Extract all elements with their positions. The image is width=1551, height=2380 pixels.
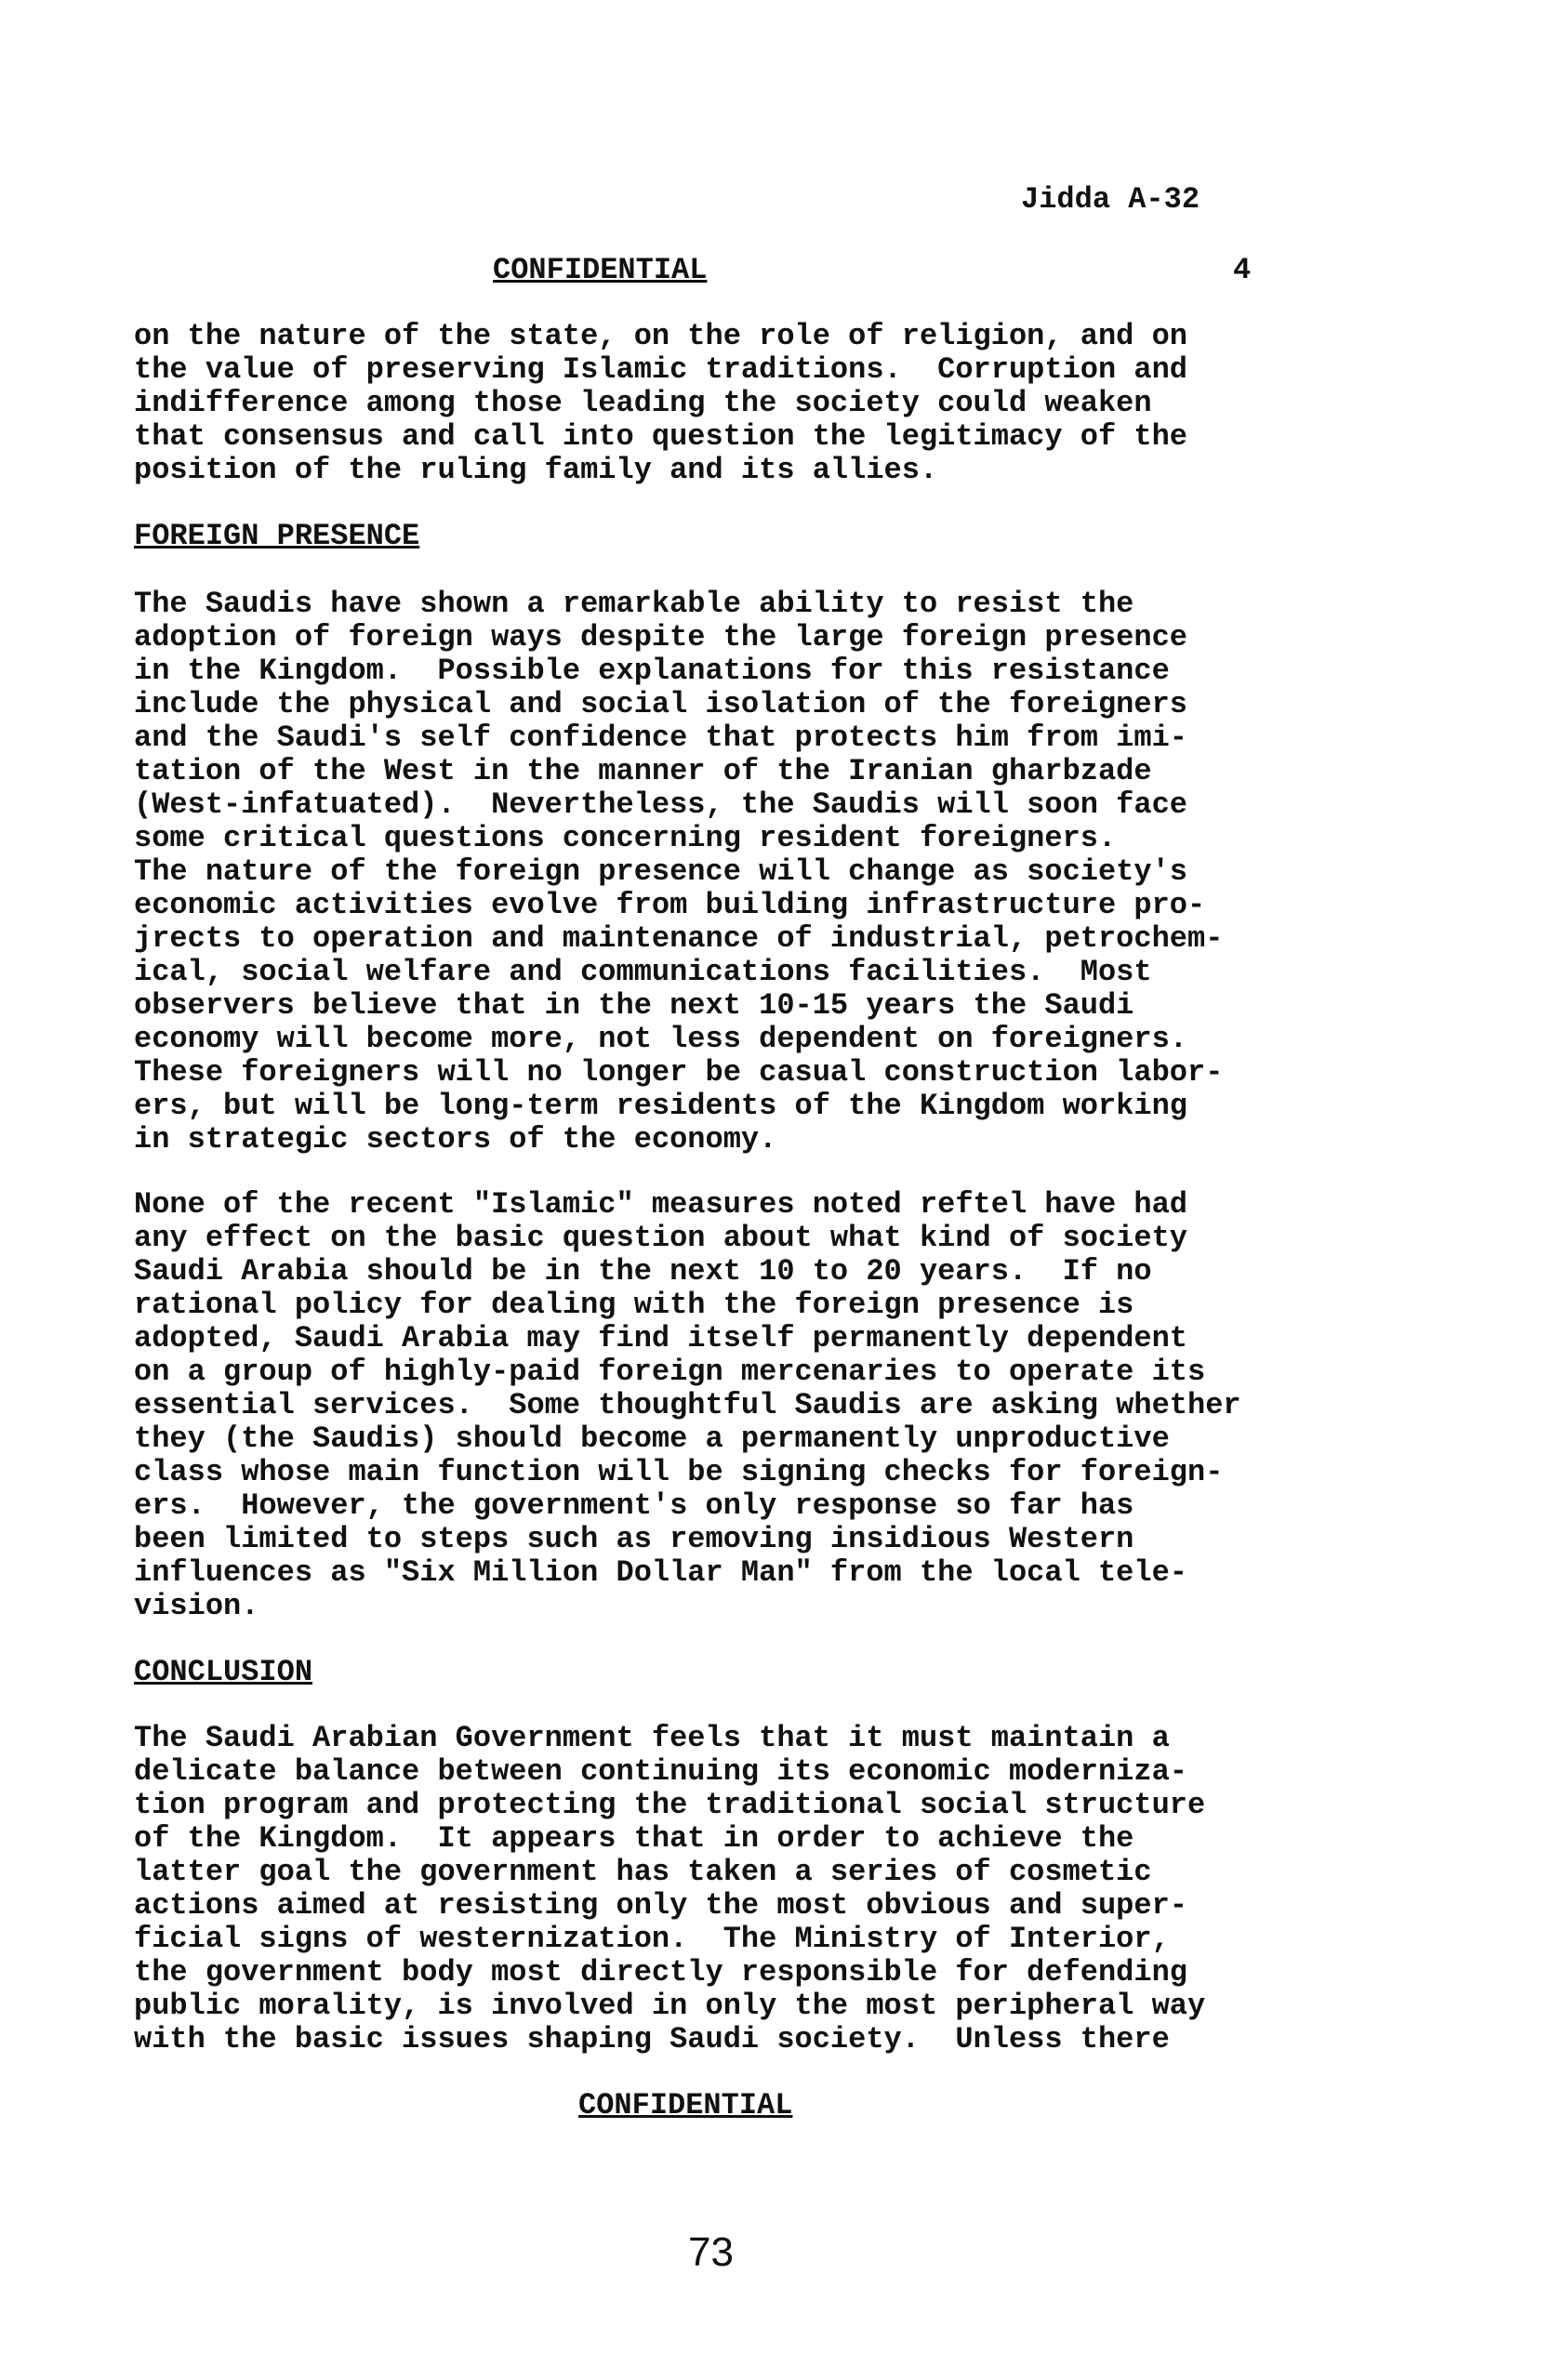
text-line: The Saudis have shown a remarkable ability to resist the [134, 587, 1134, 621]
text-line: rational policy for dealing with the foreign presence is [134, 1288, 1134, 1322]
text-line: tion program and protecting the traditional social structure [134, 1788, 1206, 1822]
text-line: and the Saudi's self confidence that protects him from imi- [134, 721, 1187, 755]
text-line: tation of the West in the manner of the Iranian gharbzade [134, 754, 1152, 788]
text-line: observers believe that in the next 10-15 years the Saudi [134, 988, 1134, 1023]
text-line: ers. However, the government's only response so far has [134, 1488, 1134, 1523]
classification-header: CONFIDENTIAL [493, 253, 708, 287]
text-line: the value of preserving Islamic traditions. Corruption and [134, 352, 1187, 387]
text-line: The nature of the foreign presence will change as society's [134, 854, 1187, 889]
text-line: economic activities evolve from building infrastructure pro- [134, 888, 1206, 922]
text-line: include the physical and social isolation of the foreigners [134, 687, 1187, 721]
text-line: of the Kingdom. It appears that in order to achieve the [134, 1821, 1134, 1856]
text-line: the government body most directly responsible for defending [134, 1955, 1187, 1990]
text-line: position of the ruling family and its allies. [134, 453, 938, 487]
text-line: These foreigners will no longer be casual construction labor- [134, 1055, 1224, 1090]
classification-footer: CONFIDENTIAL [578, 2088, 793, 2122]
text-line: they (the Saudis) should become a permanently unproductive [134, 1421, 1170, 1456]
text-line: latter goal the government has taken a series of cosmetic [134, 1855, 1152, 1889]
footer-page-number: 73 [688, 2229, 734, 2275]
text-line: ers, but will be long-term residents of the Kingdom working [134, 1089, 1187, 1123]
text-line: with the basic issues shaping Saudi society. Unless there [134, 2022, 1170, 2056]
text-line: in the Kingdom. Possible explanations for this resistance [134, 654, 1170, 688]
section-heading-foreign-presence: FOREIGN PRESENCE [134, 519, 420, 553]
section-heading-conclusion: CONCLUSION [134, 1655, 313, 1689]
text-line: on the nature of the state, on the role of religion, and on [134, 319, 1187, 353]
text-line: Saudi Arabia should be in the next 10 to 20 years. If no [134, 1254, 1152, 1289]
page-number: 4 [1233, 253, 1252, 287]
text-line: adoption of foreign ways despite the large foreign presence [134, 620, 1187, 654]
text-line: any effect on the basic question about what kind of society [134, 1221, 1187, 1255]
text-line: on a group of highly-paid foreign mercenaries to operate its [134, 1355, 1206, 1389]
text-line: None of the recent "Islamic" measures noted reftel have had [134, 1187, 1187, 1222]
text-line: indifference among those leading the society could weaken [134, 386, 1152, 420]
text-line: (West-infatuated). Nevertheless, the Saudis will soon face [134, 787, 1187, 822]
paragraph-conclusion [134, 1722, 1343, 2056]
text-line: ical, social welfare and communications facilities. Most [134, 955, 1152, 989]
text-line: delicate balance between continuing its economic moderniza- [134, 1754, 1187, 1789]
text-line: vision. [134, 1589, 259, 1623]
text-line: public morality, is involved in only the most peripheral way [134, 1989, 1206, 2023]
text-line: influences as "Six Million Dollar Man" from the local tele- [134, 1555, 1187, 1590]
text-line: adopted, Saudi Arabia may find itself permanently dependent [134, 1321, 1187, 1355]
text-line: ficial signs of westernization. The Ministry of Interior, [134, 1922, 1170, 1956]
text-line: in strategic sectors of the economy. [134, 1122, 777, 1157]
paragraph-islamic-measures [134, 1188, 1343, 1623]
paragraph-foreign-presence [134, 588, 1343, 1157]
text-line: jrects to operation and maintenance of industrial, petrochem- [134, 921, 1224, 956]
text-line: been limited to steps such as removing insidious Western [134, 1522, 1134, 1556]
text-line: The Saudi Arabian Government feels that it must maintain a [134, 1721, 1170, 1755]
text-line: some critical questions concerning resident foreigners. [134, 821, 1117, 855]
text-line: class whose main function will be signing checks for foreign- [134, 1455, 1224, 1489]
text-line: essential services. Some thoughtful Saudis are asking whether [134, 1388, 1241, 1422]
paragraph-intro [134, 320, 1343, 487]
text-line: economy will become more, not less dependent on foreigners. [134, 1022, 1187, 1056]
text-line: actions aimed at resisting only the most obvious and super- [134, 1888, 1187, 1923]
document-id: Jidda A-32 [1021, 182, 1200, 217]
text-line: that consensus and call into question the legitimacy of the [134, 419, 1187, 454]
